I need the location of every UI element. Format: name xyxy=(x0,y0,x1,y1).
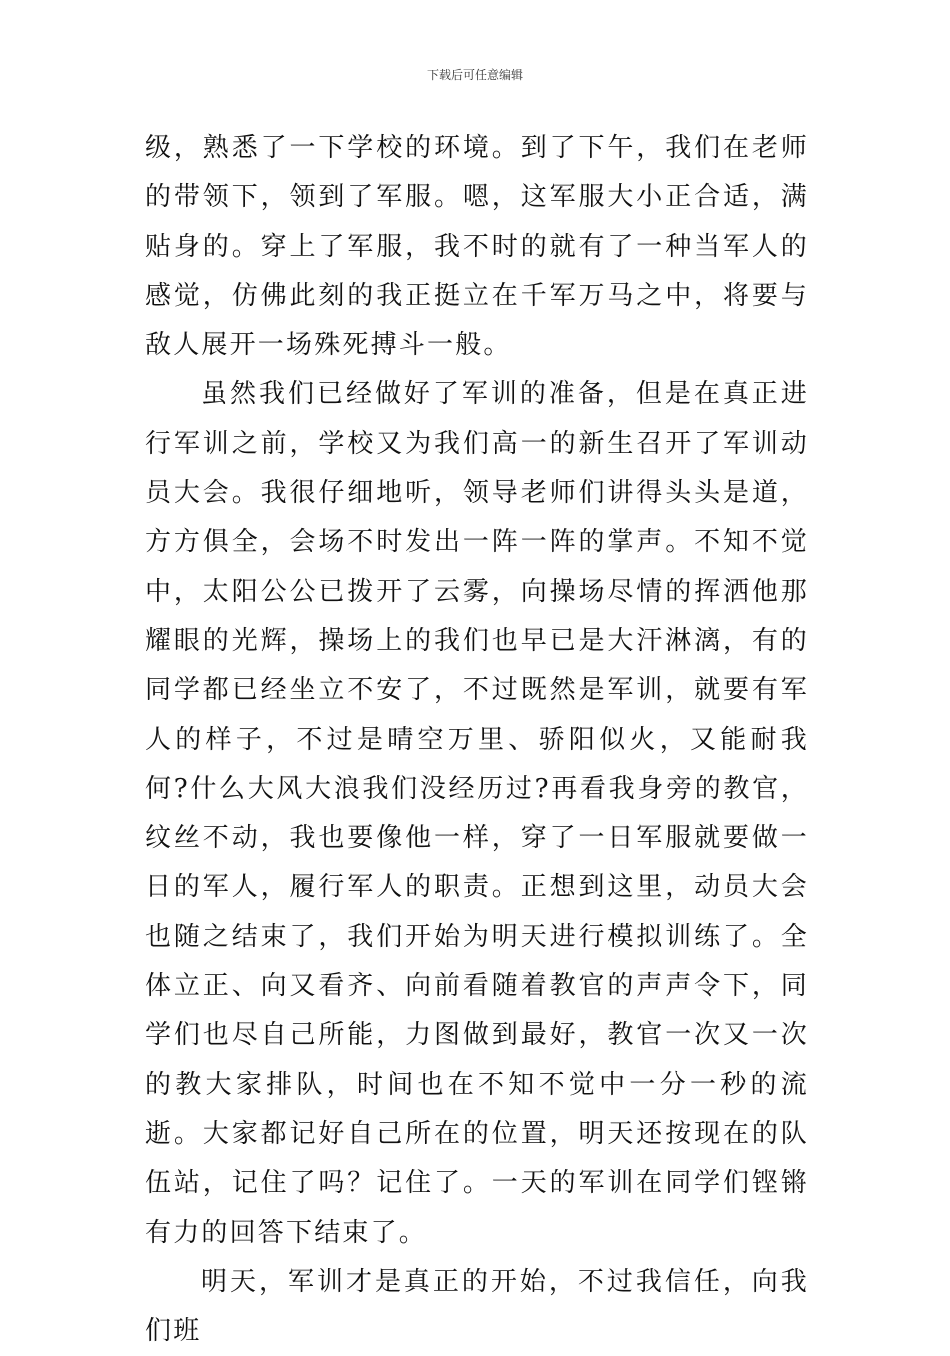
document-body xyxy=(145,124,809,1356)
page-header: 下载后可任意编辑 xyxy=(426,68,523,82)
paragraph-2: 虽然我们已经做好了军训的准备，但是在真正进行军训之前，学校又为我们高一的新生召开了军训动员大会。我很仔细地听，领导老师们讲得头头是道，方方俱全，会场不时发出一阵一阵的掌声。不知不觉中，太阳公公已拨开了云雾，向操场尽情的挥洒他那耀眼的光辉，操场上的我们也早已是大汗淋漓，有的同学都已经坐立不安了，不过既然是军训，就要有军人的样子，不过是晴空万里、骄阳似火，又能耐我何?什么大风大浪我们没经历过?再看我身旁的教官，纹丝不动，我也要像他一样，穿了一日军服就要做一日的军人，履行军人的职责。正想到这里，动员大会也随之结束了，我们开始为明天进行模拟训练了。全体立正、向又看齐、向前看随着教官的声声令下，同学们也尽自己所能，力图做到最好，教官一次又一次的教大家排队，时间也在不知不觉中一分一秒的流逝。大家都记好自己所在的位置，明天还按现在的队伍站，记住了吗？记住了。一天的军训在同学们铿锵有力的回答下结束了。 xyxy=(145,379,809,1248)
paragraph-3: 明天，军训才是真正的开始，不过我信任，向我们班 xyxy=(145,1266,809,1347)
paragraph-1: 级，熟悉了一下学校的环境。到了下午，我们在老师的带领下，领到了军服。嗯，这军服大小正合适，满贴身的。穿上了军服，我不时的就有了一种当军人的感觉，仿佛此刻的我正挺立在千军万马之中，将要与敌人展开一场殊死搏斗一般。 xyxy=(145,133,809,361)
